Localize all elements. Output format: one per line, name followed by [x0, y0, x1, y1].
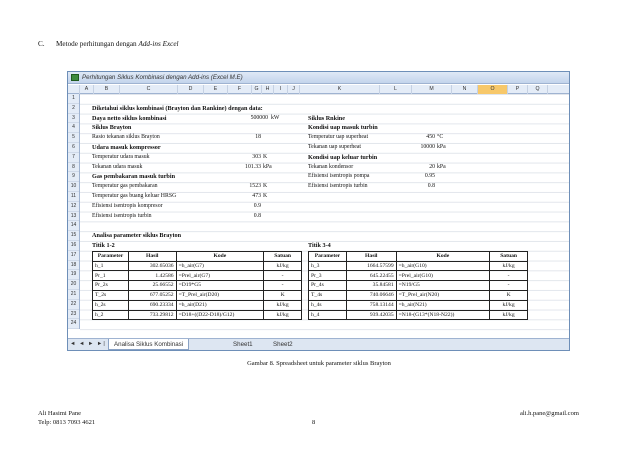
- hasil-cell[interactable]: 733.29812: [128, 310, 176, 320]
- section-text: Metode perhitungan dengan: [56, 40, 139, 48]
- excel-app-icon: [71, 74, 79, 81]
- satuan-cell[interactable]: kJ/kg: [264, 261, 302, 271]
- param-cell[interactable]: Pr_2s: [93, 281, 129, 291]
- rankine-heading: Siklus Rnkine: [308, 114, 345, 122]
- p-superheat-unit: kPa: [437, 144, 446, 150]
- t-superheat-unit: °C: [437, 134, 444, 141]
- table-row: [93, 310, 302, 320]
- titik12-table: [92, 251, 302, 321]
- titik12-heading: Titik 1-2: [92, 242, 115, 249]
- col-satuan: Satuan: [490, 251, 528, 261]
- col-hasil: Hasil: [346, 251, 396, 261]
- daya-unit: kW: [271, 114, 280, 121]
- column-header[interactable]: I: [274, 85, 288, 94]
- satuan-cell[interactable]: kJ/kg: [264, 300, 302, 310]
- row-header[interactable]: 10: [68, 182, 79, 192]
- param-cell[interactable]: h_1: [93, 261, 129, 271]
- eff-kompresor-value[interactable]: 0.9: [253, 202, 261, 209]
- col-parameter: Parameter: [93, 251, 129, 261]
- kode-cell[interactable]: =N19/G5: [396, 281, 490, 291]
- row-header[interactable]: 1: [68, 94, 79, 104]
- param-cell[interactable]: h_4: [309, 310, 347, 320]
- kode-cell[interactable]: =D18+((D22-D18)/G12): [176, 310, 264, 320]
- t-gas-label: Temperatur gas pembakaran: [92, 183, 158, 190]
- row-header[interactable]: 7: [68, 153, 79, 163]
- column-header[interactable]: O: [478, 85, 508, 94]
- figure-caption: Gambar 8. Spreadsheet untuk parameter siklus Brayton: [247, 360, 391, 367]
- tab-analisa-siklus-kombinasi[interactable]: Analisa Siklus Kombinasi: [108, 339, 189, 350]
- row-header[interactable]: 24: [68, 319, 79, 329]
- eff-rankine-turbin-value[interactable]: 0.8: [427, 183, 435, 190]
- p-superheat-value[interactable]: 10000: [420, 144, 435, 150]
- table-row: [309, 281, 528, 291]
- col-hasil: Hasil: [128, 251, 176, 261]
- table-row: [309, 310, 528, 320]
- row-header[interactable]: 20: [68, 280, 79, 290]
- col-parameter: Parameter: [309, 251, 347, 261]
- sheet-tab-bar: [68, 338, 569, 350]
- row-header[interactable]: 12: [68, 202, 79, 212]
- satuan-cell[interactable]: K: [490, 290, 528, 300]
- column-header[interactable]: M: [412, 85, 452, 94]
- hasil-cell[interactable]: 740.06646: [346, 290, 396, 300]
- kode-cell[interactable]: =h_air(N21): [396, 300, 490, 310]
- satuan-cell[interactable]: kJ/kg: [490, 261, 528, 271]
- footer-phone: Telp: 0813 7093 4621: [38, 419, 96, 426]
- row-header[interactable]: 6: [68, 143, 79, 153]
- hasil-cell[interactable]: 939.42035: [346, 310, 396, 320]
- sheet-title: Diketahui siklus kombinasi (Brayton dan Rankine) dengan data:: [92, 104, 263, 112]
- tab-sheet1[interactable]: Sheet1: [233, 341, 253, 348]
- column-header[interactable]: E: [204, 85, 228, 94]
- hasil-cell[interactable]: 1.42586: [128, 271, 176, 281]
- kode-cell[interactable]: =h_air(D21): [176, 300, 264, 310]
- rasio-label: Rasio tekanan siklus Brayton: [92, 134, 160, 141]
- page-number: 8: [312, 419, 316, 426]
- hasil-cell[interactable]: 302.65036: [128, 261, 176, 271]
- satuan-cell[interactable]: K: [264, 290, 302, 300]
- col-kode: Kode: [396, 251, 490, 261]
- p-superheat-label: Tekanan uap superheat: [308, 144, 362, 150]
- column-header[interactable]: B: [94, 85, 120, 94]
- excel-window: [67, 71, 570, 351]
- column-header[interactable]: A: [80, 85, 94, 94]
- table-row: [309, 261, 528, 271]
- row-header[interactable]: 16: [68, 241, 79, 251]
- analisa-heading: Analisa parameter siklus Brayton: [92, 232, 182, 240]
- footer-name: Ali Hasimi Pane: [38, 410, 81, 417]
- satuan-cell[interactable]: kJ/kg: [490, 300, 528, 310]
- hasil-cell[interactable]: 758.13144: [346, 300, 396, 310]
- t-udara-value[interactable]: 303: [252, 153, 261, 160]
- hasil-cell[interactable]: 690.23334: [128, 300, 176, 310]
- param-cell[interactable]: Pr_4s: [309, 281, 347, 291]
- row-header[interactable]: 17: [68, 251, 79, 261]
- table-row: [309, 300, 528, 310]
- gas-heading: Gas pembakaran masuk turbin: [92, 173, 176, 181]
- eff-pompa-label: Efisiensi isentropis pompa: [308, 173, 370, 180]
- table-row: [93, 261, 302, 271]
- t-udara-unit: K: [263, 153, 268, 160]
- table-row: [93, 300, 302, 310]
- section-italic: Add-ins Excel: [138, 40, 179, 48]
- row-header[interactable]: 23: [68, 310, 79, 320]
- titik34-heading: Titik 3-4: [308, 242, 331, 249]
- satuan-cell[interactable]: -: [264, 271, 302, 281]
- row-header[interactable]: 3: [68, 114, 79, 124]
- eff-rankine-turbin-label: Efisiensi isentropis turbin: [308, 183, 368, 190]
- column-header[interactable]: F: [228, 85, 252, 94]
- eff-turbin-label: Efisiensi isentropis turbin: [92, 212, 152, 219]
- column-header[interactable]: P: [508, 85, 528, 94]
- row-header[interactable]: 5: [68, 133, 79, 143]
- row-header[interactable]: 2: [68, 104, 79, 114]
- p-udara-value[interactable]: 101.33: [245, 163, 261, 170]
- kode-cell[interactable]: =T_Prel_air(N20): [396, 290, 490, 300]
- row-header[interactable]: 19: [68, 270, 79, 280]
- eff-kompresor-label: Efisiensi isentropis kompresor: [92, 202, 163, 209]
- excel-window-title: Perhitungan Siklus Kombinasi dengan Add-ins (Excel M.E): [82, 74, 243, 81]
- col-satuan: Satuan: [264, 251, 302, 261]
- hasil-cell[interactable]: 25.66552: [128, 281, 176, 291]
- kompresor-heading: Udara masuk kompressor: [92, 144, 161, 151]
- kode-cell[interactable]: =h_air(G7): [176, 261, 264, 271]
- t-hrsg-value[interactable]: 473: [252, 193, 261, 199]
- row-header[interactable]: 9: [68, 172, 79, 182]
- column-header[interactable]: L: [380, 85, 412, 94]
- satuan-cell[interactable]: -: [264, 281, 302, 291]
- t-superheat-value[interactable]: 450: [426, 134, 435, 141]
- param-cell[interactable]: Pr_3: [309, 271, 347, 281]
- table-row: [93, 281, 302, 291]
- table-row: [93, 290, 302, 300]
- t-gas-unit: K: [263, 183, 268, 190]
- hasil-cell[interactable]: 677.05252: [128, 290, 176, 300]
- sheet-nav-arrows[interactable]: ◄ ◄ ► ►|: [70, 341, 106, 347]
- rasio-value[interactable]: 18: [255, 134, 261, 141]
- column-header[interactable]: K: [300, 85, 380, 94]
- param-cell[interactable]: h_3: [309, 261, 347, 271]
- titik34-table: [308, 251, 528, 321]
- table-row: [309, 271, 528, 281]
- row-header[interactable]: 14: [68, 221, 79, 231]
- param-cell[interactable]: Pr_1: [93, 271, 129, 281]
- row-header[interactable]: 18: [68, 261, 79, 271]
- row-headers: [68, 94, 80, 329]
- p-udara-unit: kPa: [263, 163, 272, 170]
- column-header[interactable]: H: [262, 85, 274, 94]
- p-udara-label: Tekanan udara masuk: [92, 163, 143, 170]
- t-superheat-label: Temperatur uap superheat: [308, 134, 369, 141]
- footer-email: ali.h.pane@gmail.com: [520, 410, 579, 417]
- param-cell[interactable]: h_4s: [309, 300, 347, 310]
- param-cell[interactable]: h_2: [93, 310, 129, 320]
- kode-cell[interactable]: =T_Prel_air(D20): [176, 290, 264, 300]
- column-header[interactable]: Q: [528, 85, 548, 94]
- row-header[interactable]: 22: [68, 300, 79, 310]
- select-all-corner[interactable]: [68, 85, 80, 94]
- kode-cell[interactable]: =Prel_air(G7): [176, 271, 264, 281]
- column-header[interactable]: N: [452, 85, 478, 94]
- hasil-cell[interactable]: 1664.57599: [346, 261, 396, 271]
- hasil-cell[interactable]: 645.22455: [346, 271, 396, 281]
- p-kondensor-label: Tekanan kondensor: [308, 163, 354, 170]
- satuan-cell[interactable]: kJ/kg: [490, 310, 528, 320]
- satuan-cell[interactable]: -: [490, 281, 528, 291]
- satuan-cell[interactable]: kJ/kg: [264, 310, 302, 320]
- eff-turbin-value[interactable]: 0.8: [253, 212, 261, 219]
- t-udara-label: Temperatur udara masuk: [92, 153, 150, 160]
- t-hrsg-label: Temperatur gas buang keluar HRSG: [92, 193, 177, 199]
- param-cell[interactable]: h_2s: [93, 300, 129, 310]
- kode-cell[interactable]: =Prel_air(G10): [396, 271, 490, 281]
- brayton-heading: Siklus Brayton: [92, 124, 132, 132]
- kode-cell[interactable]: =N18-(G13*(N18-N22)): [396, 310, 490, 320]
- row-header[interactable]: 11: [68, 192, 79, 202]
- hasil-cell[interactable]: 35.84581: [346, 281, 396, 291]
- excel-title-bar: [68, 72, 569, 84]
- col-kode: Kode: [176, 251, 264, 261]
- row-header[interactable]: 13: [68, 212, 79, 222]
- p-kondensor-unit: kPa: [437, 163, 446, 170]
- daya-value[interactable]: 500000: [250, 114, 268, 121]
- kondisi-masuk-heading: Kondisi uap masuk turbin: [308, 124, 378, 132]
- section-heading: [38, 40, 179, 48]
- eff-pompa-value[interactable]: 0.95: [424, 173, 435, 180]
- kode-cell[interactable]: =D19*G5: [176, 281, 264, 291]
- column-headers: [68, 85, 569, 94]
- daya-label: Daya netto siklus kombinasi: [92, 114, 167, 122]
- t-gas-value[interactable]: 1523: [249, 183, 261, 190]
- row-header[interactable]: 21: [68, 290, 79, 300]
- table-row: [93, 271, 302, 281]
- kode-cell[interactable]: =h_air(G10): [396, 261, 490, 271]
- column-header[interactable]: C: [120, 85, 178, 94]
- param-cell[interactable]: T_2s: [93, 290, 129, 300]
- row-header[interactable]: 15: [68, 231, 79, 241]
- worksheet-grid[interactable]: [80, 94, 569, 339]
- tab-sheet2[interactable]: Sheet2: [273, 341, 293, 348]
- row-header[interactable]: 4: [68, 123, 79, 133]
- column-header[interactable]: J: [288, 85, 300, 94]
- section-letter: C.: [38, 40, 45, 48]
- table-row: [309, 290, 528, 300]
- t-hrsg-unit: K: [263, 193, 268, 199]
- column-header[interactable]: G: [252, 85, 262, 94]
- row-header[interactable]: 8: [68, 163, 79, 173]
- column-header[interactable]: D: [178, 85, 204, 94]
- satuan-cell[interactable]: -: [490, 271, 528, 281]
- kondisi-keluar-heading: Kondisi uap keluar turbin: [308, 153, 378, 161]
- p-kondensor-value[interactable]: 20: [429, 163, 435, 170]
- param-cell[interactable]: T_4s: [309, 290, 347, 300]
